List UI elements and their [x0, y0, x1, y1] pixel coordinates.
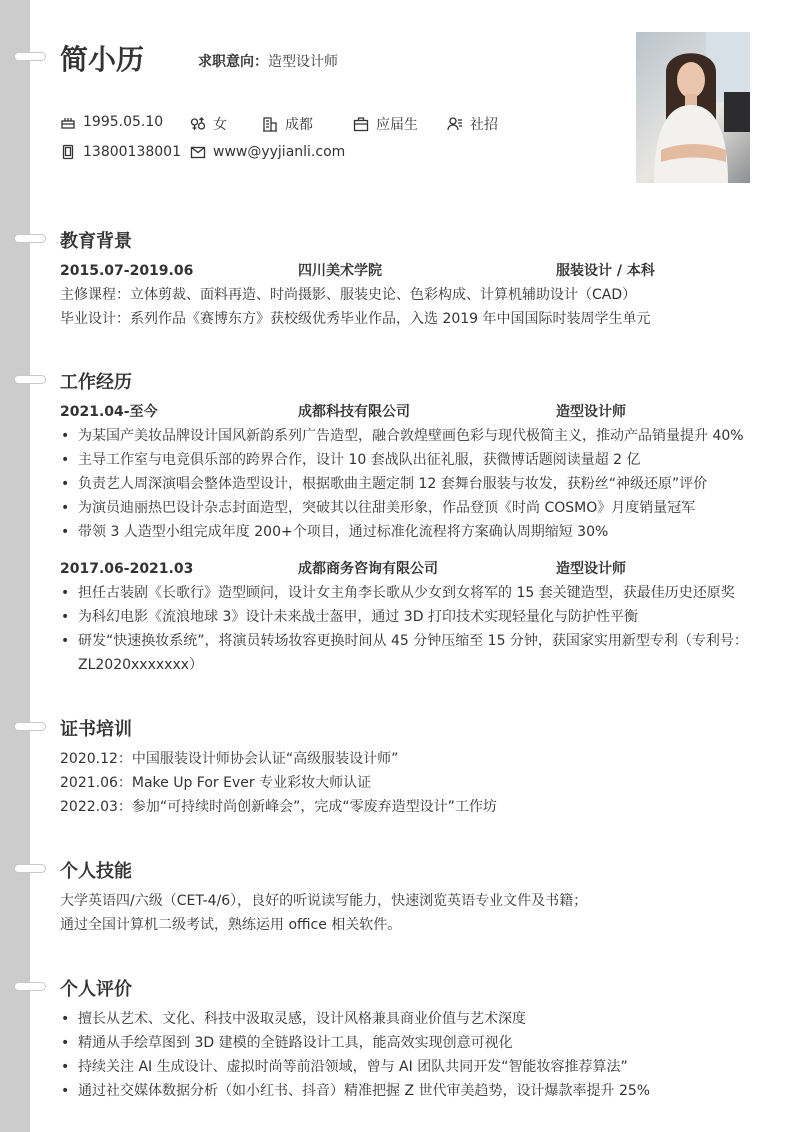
cert-item: 2020.12：中国服装设计师协会认证“高级服装设计师”	[60, 751, 399, 767]
job-role: 造型设计师	[556, 404, 626, 420]
birthday: 1995.05.10	[60, 114, 163, 130]
section-title-education: 教育背景	[60, 231, 132, 252]
user-icon	[447, 116, 463, 132]
briefcase-icon	[353, 116, 369, 132]
timeline-marker	[14, 52, 46, 61]
edu-major: 服装设计 / 本科	[556, 263, 655, 279]
timeline-marker	[14, 722, 46, 731]
gender: 女	[190, 114, 227, 134]
phone-icon	[60, 144, 76, 160]
portrait-image	[636, 32, 750, 183]
list-item: • 为演员迪丽热巴设计杂志封面造型，突破其以往甜美形象，作品登顶《时尚 COSMO》月度销量冠军	[60, 496, 695, 520]
section-title-skills: 个人技能	[60, 861, 132, 882]
recruit-type: 社招	[447, 114, 498, 134]
skill-item: 通过全国计算机二级考试，熟练运用 office 相关软件。	[60, 917, 402, 933]
section-title-work: 工作经历	[60, 372, 132, 393]
gender-icon	[190, 116, 206, 132]
list-item: • 为某国产美妆品牌设计国风新韵系列广告造型，融合敦煌壁画色彩与现代极简主义，推动产品销量提升 40%	[60, 424, 744, 448]
job-company: 成都商务咨询有限公司	[298, 561, 438, 577]
cake-icon	[60, 114, 76, 130]
list-item: • 通过社交媒体数据分析（如小红书、抖音）精准把握 Z 世代审美趋势，设计爆款率提升 25%	[60, 1079, 650, 1103]
list-item: • 擅长从艺术、文化、科技中汲取灵感，设计风格兼具商业价值与艺术深度	[60, 1007, 526, 1031]
edu-courses: 主修课程：立体剪裁、面料再造、时尚摄影、服装史论、色彩构成、计算机辅助设计（CAD）	[60, 287, 637, 303]
list-item: • 担任古装剧《长歌行》造型顾问，设计女主角李长歌从少女到女将军的 15 套关键造型，获最佳历史还原奖	[60, 581, 735, 605]
edu-date: 2015.07-2019.06	[60, 263, 194, 279]
list-item: • 研发“快速换妆系统”，将演员转场妆容更换时间从 45 分钟压缩至 15 分钟，获国家实用新型专利（专利号：	[60, 629, 748, 653]
list-item: • 带领 3 人造型小组完成年度 200+个项目，通过标准化流程将方案确认周期缩短 30%	[60, 520, 608, 544]
edu-school: 四川美术学院	[298, 263, 382, 279]
job-role: 造型设计师	[556, 561, 626, 577]
section-title-evaluation: 个人评价	[60, 979, 132, 1000]
job-intent	[198, 51, 338, 71]
timeline-bar	[0, 0, 30, 1132]
list-item: • 负责艺人周深演唱会整体造型设计，根据歌曲主题定制 12 套舞台服装与妆发，获粉丝“神级还原”评价	[60, 472, 707, 496]
job-date: 2017.06-2021.03	[60, 561, 194, 577]
cert-item: 2021.06：Make Up For Ever 专业彩妆大师认证	[60, 775, 372, 791]
email[interactable]: www@yyjianli.com	[190, 144, 345, 160]
list-item: • 主导工作室与电竞俱乐部的跨界合作，设计 10 套战队出征礼服，获微博话题阅读量超 2 亿	[60, 448, 641, 472]
status: 应届生	[353, 114, 418, 134]
cert-item: 2022.03：参加“可持续时尚创新峰会”，完成“零废弃造型设计”工作坊	[60, 799, 497, 815]
timeline-marker	[14, 234, 46, 243]
phone: 13800138001	[60, 144, 181, 160]
section-title-certs: 证书培训	[60, 719, 132, 740]
list-item: • 持续关注 AI 生成设计、虚拟时尚等前沿领域，曾与 AI 团队共同开发“智能妆容推荐算法”	[60, 1055, 628, 1079]
timeline-marker	[14, 982, 46, 991]
building-icon	[262, 116, 278, 132]
profile-photo	[636, 32, 750, 183]
list-item: • 精通从手绘草图到 3D 建模的全链路设计工具，能高效实现创意可视化	[60, 1031, 513, 1055]
intent-label: 求职意向：	[198, 54, 268, 70]
timeline-marker	[14, 375, 46, 384]
edu-thesis: 毕业设计：系列作品《赛博东方》获校级优秀毕业作品，入选 2019 年中国国际时装周学生单元	[60, 311, 651, 327]
job-company: 成都科技有限公司	[298, 404, 410, 420]
resume-name: 简小历	[60, 43, 145, 76]
timeline-marker	[14, 864, 46, 873]
intent-value: 造型设计师	[268, 54, 338, 70]
city: 成都	[262, 114, 313, 134]
list-item-continued: ZL2020xxxxxxx）	[78, 657, 204, 673]
mail-icon	[190, 144, 206, 160]
list-item: • 为科幻电影《流浪地球 3》设计未来战士盔甲，通过 3D 打印技术实现轻量化与防护性平衡	[60, 605, 638, 629]
job-date: 2021.04-至今	[60, 404, 158, 420]
skill-item: 大学英语四/六级（CET-4/6），良好的听说读写能力，快速浏览英语专业文件及书籍；	[60, 893, 588, 909]
